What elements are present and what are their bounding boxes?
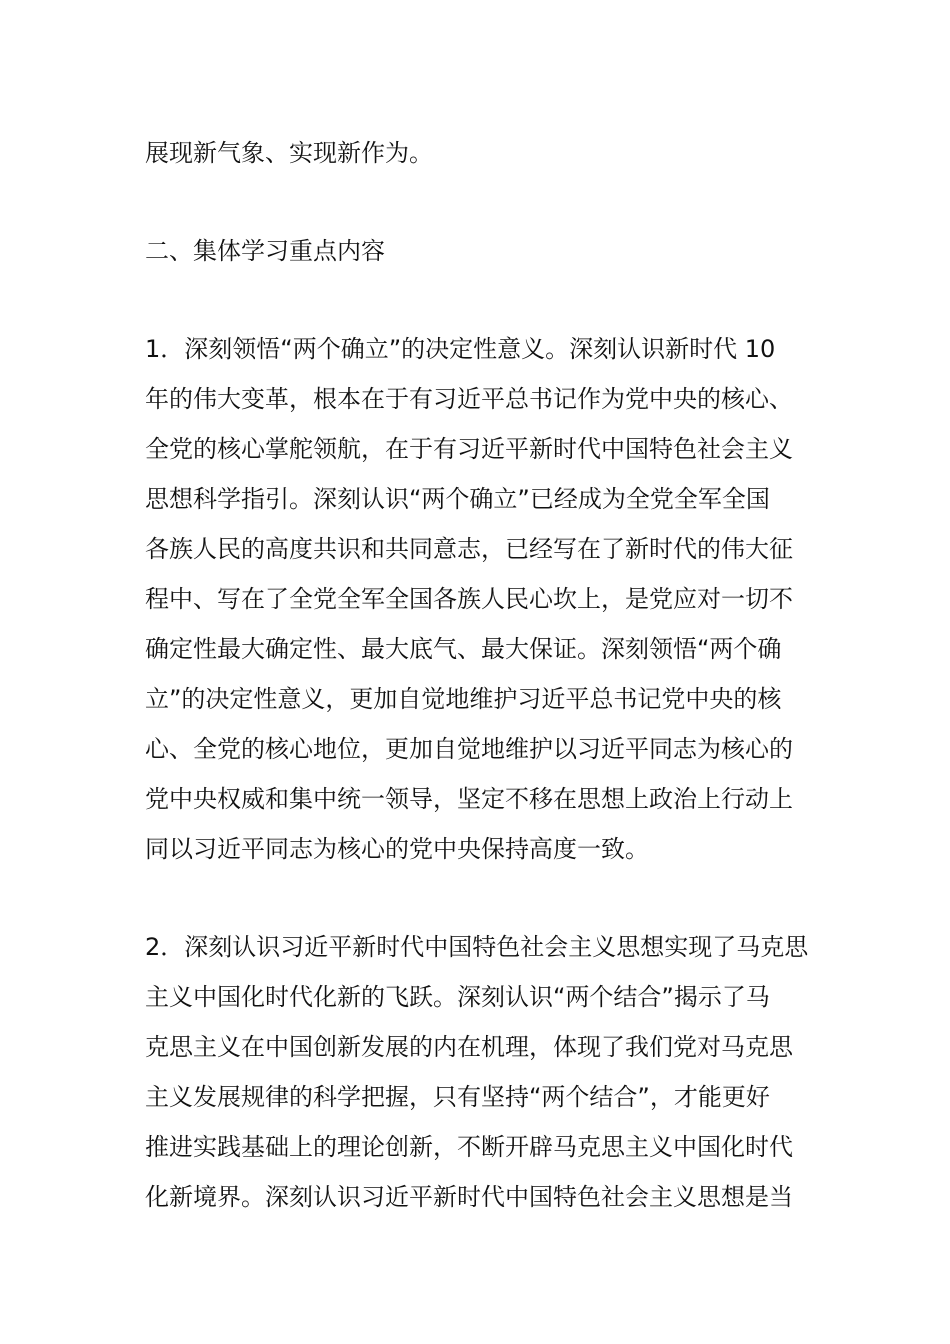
paragraph-line: 思想科学指引。深刻认识“两个确立”已经成为全党全军全国 <box>145 485 770 513</box>
paragraph-line: 同以习近平同志为核心的党中央保持高度一致。 <box>145 835 649 863</box>
paragraph-line: 主义中国化时代化新的飞跃。深刻认识“两个结合”揭示了马 <box>145 983 770 1011</box>
paragraph-line: 化新境界。深刻认识习近平新时代中国特色社会主义思想是当 <box>145 1183 793 1211</box>
paragraph-line: 全党的核心掌舵领航，在于有习近平新时代中国特色社会主义 <box>145 435 793 463</box>
paragraph-line: 程中、写在了全党全军全国各族人民心坎上，是党应对一切不 <box>145 585 793 613</box>
paragraph-line: 1．深刻领悟“两个确立”的决定性意义。深刻认识新时代 10 <box>145 335 776 363</box>
document-body <box>145 128 811 1222</box>
paragraph-line: 心、全党的核心地位，更加自觉地维护以习近平同志为核心的 <box>145 735 793 763</box>
section-heading: 二、集体学习重点内容 <box>145 237 385 265</box>
paragraph-line: 主义发展规律的科学把握，只有坚持“两个结合”，才能更好 <box>145 1083 770 1111</box>
paragraph-line: 确定性最大确定性、最大底气、最大保证。深刻领悟“两个确 <box>145 635 782 663</box>
paragraph-line: 立”的决定性意义，更加自觉地维护习近平总书记党中央的核 <box>145 685 782 713</box>
paragraph-line: 推进实践基础上的理论创新，不断开辟马克思主义中国化时代 <box>145 1133 793 1161</box>
intro-paragraph <box>145 128 811 178</box>
paragraph-line: 党中央权威和集中统一领导，坚定不移在思想上政治上行动上 <box>145 785 793 813</box>
item-1-paragraph <box>145 324 811 874</box>
paragraph-line: 年的伟大变革，根本在于有习近平总书记作为党中央的核心、 <box>145 385 793 413</box>
paragraph-line: 克思主义在中国创新发展的内在机理，体现了我们党对马克思 <box>145 1033 793 1061</box>
paragraph-line: 2．深刻认识习近平新时代中国特色社会主义思想实现了马克思 <box>145 933 809 961</box>
paragraph-line: 各族人民的高度共识和共同意志，已经写在了新时代的伟大征 <box>145 535 793 563</box>
section-heading-block <box>145 226 811 276</box>
item-2-paragraph <box>145 922 811 1222</box>
paragraph-line: 展现新气象、实现新作为。 <box>145 139 433 167</box>
